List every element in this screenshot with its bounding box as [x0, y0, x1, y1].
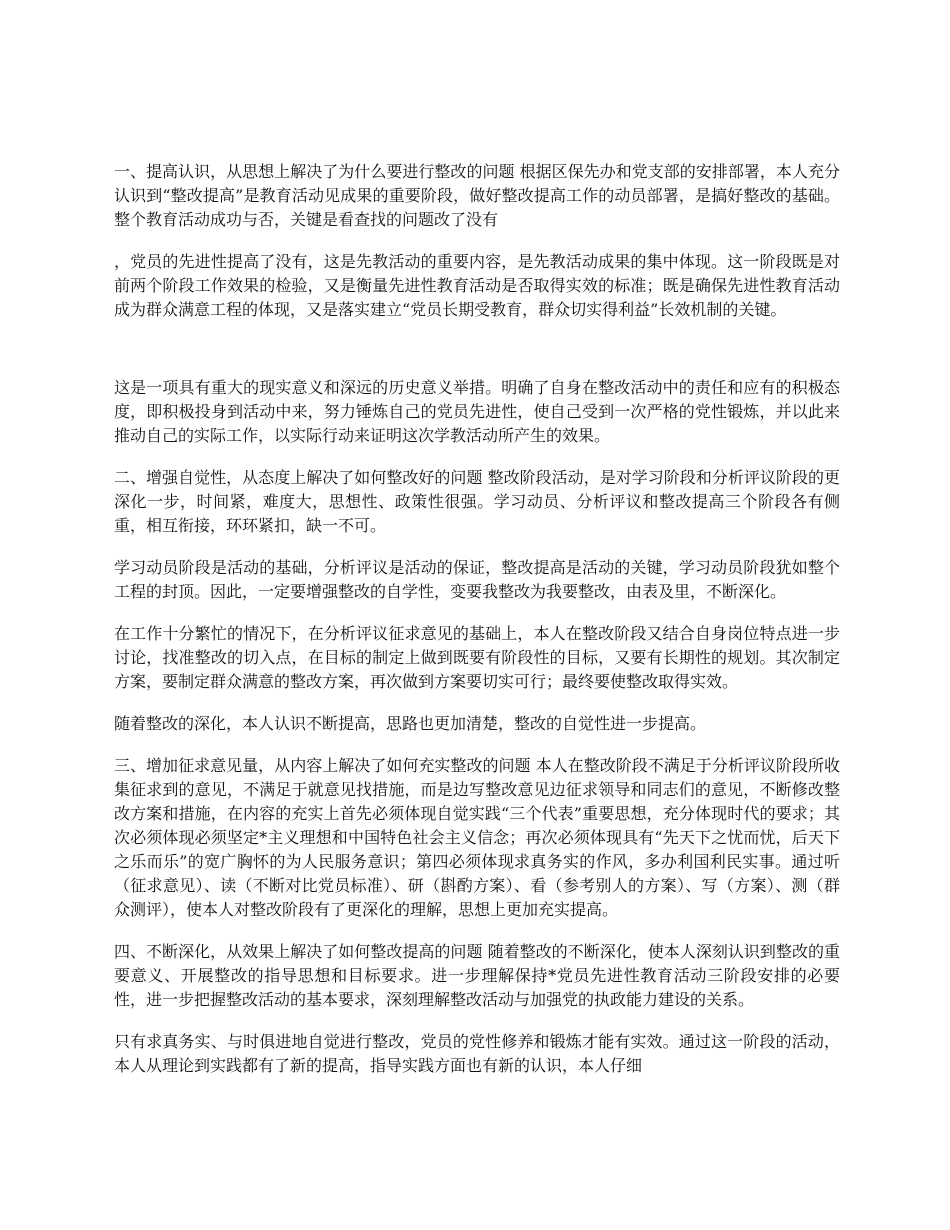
paragraph-9: 四、不断深化，从效果上解决了如何整改提高的问题 随着整改的不断深化，使本人深刻认识到整改的重要意义、开展整改的指导思想和目标要求。进一步理解保持*党员先进性教育活动三阶段安排的必要性，进一步把握整改活动的基本要求，深刻理解整改活动与加强党的执政能力建设的关系。: [114, 942, 840, 1009]
paragraph-2: ，党员的先进性提高了没有，这是先教活动的重要内容，是先教活动成果的集中体现。这一阶段既是对前两个阶段工作效果的检验，又是衡量先进性教育活动是否取得实效的标准；既是确保先进性教育活动成为群众满意工程的体现，又是落实建立“党员长期受教育，群众切实得利益”长效机制的关键。: [114, 252, 840, 319]
paragraph-8: 三、增加征求意见量，从内容上解决了如何充实整改的问题 本人在整改阶段不满足于分析评议阶段所收集征求到的意见，不满足于就意见找措施，而是边写整改意见边征求领导和同志们的意见，不断修改整改方案和措施，在内容的充实上首先必须体现自觉实践“三个代表”重要思想，充分体现时代的要求；其次必须体现必须坚定*主义理想和中国特色社会主义信念；再次必须体现具有“先天下之忧而忧，后天下之乐而乐”的宽广胸怀的为人民服务意识；第四必须体现求真务实的作风，多办利国利民实事。通过听（征求意见）、读（不断对比党员标准）、研（斟酌方案）、看（参考别人的方案）、写（方案）、测（群众测评），使本人对整改阶段有了更深化的理解，思想上更加充实提高。: [114, 756, 840, 919]
paragraph-7: 随着整改的深化，本人认识不断提高，思路也更加清楚，整改的自觉性进一步提高。: [114, 714, 707, 733]
paragraph-1: 一、提高认识，从思想上解决了为什么要进行整改的问题 根据区保先办和党支部的安排部署，本人充分认识到“整改提高”是教育活动见成果的重要阶段，做好整改提高工作的动员部署，是搞好整改的基础。整个教育活动成功与否，关键是看查找的问题改了没有: [114, 162, 840, 229]
document-body: [114, 160, 840, 1078]
paragraph-3: 这是一项具有重大的现实意义和深远的历史意义举措。明确了自身在整改活动中的责任和应有的积极态度，即积极投身到活动中来，努力锤炼自己的党员先进性，使自己受到一次严格的党性锻炼，并以此来推动自己的实际工作，以实际行动来证明这次学教活动所产生的效果。: [114, 378, 840, 445]
paragraph-10: 只有求真务实、与时俱进地自觉进行整改，党员的党性修养和锻炼才能有实效。通过这一阶段的活动，本人从理论到实践都有了新的提高，指导实践方面也有新的认识，本人仔细: [114, 1032, 840, 1075]
paragraph-5: 学习动员阶段是活动的基础，分析评议是活动的保证，整改提高是活动的关键，学习动员阶段犹如整个工程的封顶。因此，一定要增强整改的自学性，变要我整改为我要整改，由表及里，不断深化。: [114, 558, 840, 601]
paragraph-6: 在工作十分繁忙的情况下，在分析评议征求意见的基础上，本人在整改阶段又结合自身岗位特点进一步讨论，找准整改的切入点，在目标的制定上做到既要有阶段性的目标，又要有长期性的规划。其次制定方案，要制定群众满意的整改方案，再次做到方案要切实可行；最终要使整改取得实效。: [114, 624, 840, 691]
paragraph-4: 二、增强自觉性，从态度上解决了如何整改好的问题 整改阶段活动，是对学习阶段和分析评议阶段的更深化一步，时间紧，难度大，思想性、政策性很强。学习动员、分析评议和整改提高三个阶段各有侧重，相互衔接，环环紧扣，缺一不可。: [114, 468, 840, 535]
